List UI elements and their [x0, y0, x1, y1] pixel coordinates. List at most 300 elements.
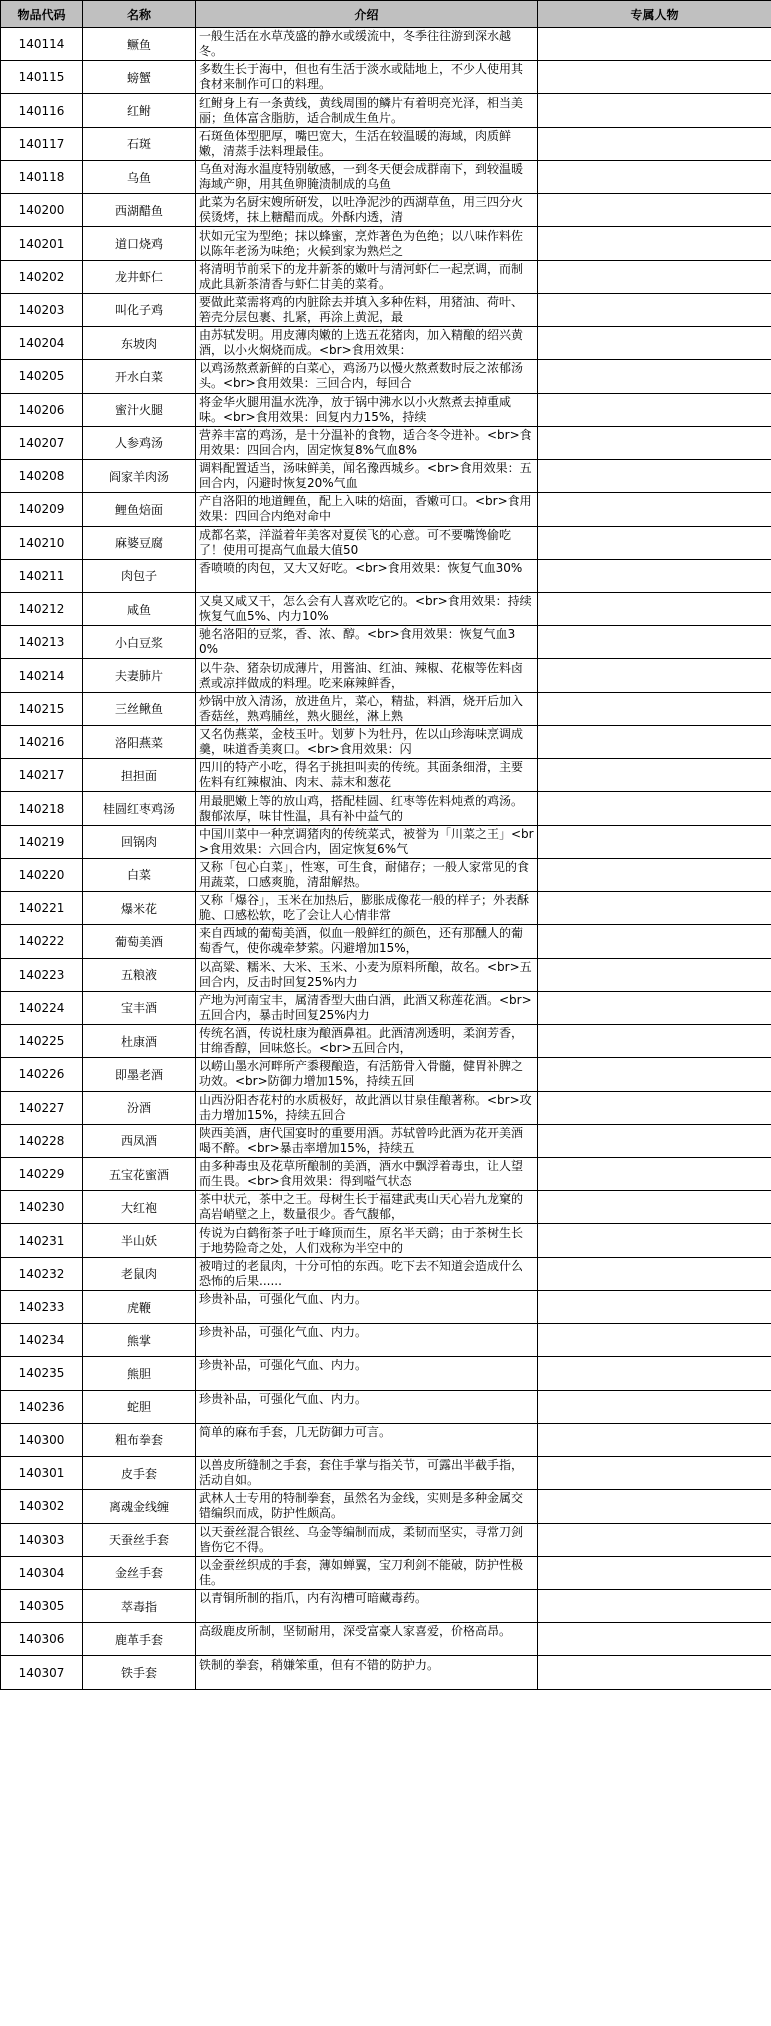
item-name-cell: 螃蟹	[83, 61, 196, 94]
item-description-text: 陕西美酒，唐代国宴时的重要用酒。苏轼曾吟此酒为花开美酒喝不醉。<br>暴击率增加15%，持续五	[199, 1125, 524, 1155]
item-owner-cell	[538, 1091, 771, 1124]
item-description-cell	[196, 1590, 538, 1623]
item-description-text: 被啃过的老鼠肉，十分可怕的东西。吃下去不知道会造成什么恐怖的后果......	[199, 1258, 524, 1288]
table-row	[1, 1224, 771, 1257]
item-owner-cell	[538, 260, 771, 293]
item-owner-cell	[538, 692, 771, 725]
item-description-cell	[196, 759, 538, 792]
table-row	[1, 1423, 771, 1456]
item-code-cell: 140116	[1, 94, 83, 127]
item-description-cell	[196, 858, 538, 891]
item-code-cell: 140223	[1, 958, 83, 991]
item-name-cell: 乌鱼	[83, 160, 196, 193]
item-owner-cell	[538, 958, 771, 991]
item-owner-cell	[538, 493, 771, 526]
table-row	[1, 493, 771, 526]
table-header-row	[1, 1, 771, 28]
item-description-cell	[196, 1556, 538, 1589]
table-row	[1, 1157, 771, 1190]
item-name-cell: 小白豆浆	[83, 626, 196, 659]
item-owner-cell	[538, 1257, 771, 1290]
item-name-cell: 人参鸡汤	[83, 426, 196, 459]
item-code-cell: 140118	[1, 160, 83, 193]
item-description-text: 来自西域的葡萄美酒，似血一般鲜红的颜色，还有那醺人的葡萄香气，使你魂牵梦萦。闪避增加15%，	[199, 926, 524, 956]
item-owner-cell	[538, 1025, 771, 1058]
item-description-cell	[196, 194, 538, 227]
item-code-cell: 140200	[1, 194, 83, 227]
item-name-cell: 葡萄美酒	[83, 925, 196, 958]
item-code-cell: 140228	[1, 1124, 83, 1157]
item-description-cell	[196, 493, 538, 526]
item-description-cell	[196, 1623, 538, 1656]
item-name-cell: 鹿革手套	[83, 1623, 196, 1656]
item-code-cell: 140302	[1, 1490, 83, 1523]
item-description-cell	[196, 94, 538, 127]
item-description-text: 香喷喷的肉包，又大又好吃。<br>食用效果：恢复气血30%	[199, 560, 523, 575]
item-owner-cell	[538, 892, 771, 925]
item-name-cell: 白菜	[83, 858, 196, 891]
item-name-cell: 天蚕丝手套	[83, 1523, 196, 1556]
item-description-cell	[196, 659, 538, 692]
item-description-text: 乌鱼对海水温度特别敏感，一到冬天便会成群南下，到较温暖海域产卵，用其鱼卵腌渍制成的乌鱼	[199, 162, 524, 192]
item-description-cell	[196, 991, 538, 1024]
item-description-text: 一般生活在水草茂盛的静水或缓流中，冬季往往游到深水越冬。	[199, 29, 512, 59]
item-code-cell: 140206	[1, 393, 83, 426]
item-description-text: 驰名洛阳的豆浆，香、浓、醇。<br>食用效果：恢复气血30%	[199, 627, 516, 657]
table-row	[1, 1590, 771, 1623]
table-row	[1, 958, 771, 991]
item-name-cell: 离魂金线缠	[83, 1490, 196, 1523]
table-row	[1, 1457, 771, 1490]
item-name-cell: 鳜鱼	[83, 28, 196, 61]
item-name-cell: 阎家羊肉汤	[83, 460, 196, 493]
item-name-cell: 叫化子鸡	[83, 293, 196, 326]
item-owner-cell	[538, 1623, 771, 1656]
item-owner-cell	[538, 1058, 771, 1091]
item-owner-cell	[538, 825, 771, 858]
item-name-cell: 红鲋	[83, 94, 196, 127]
item-code-cell: 140208	[1, 460, 83, 493]
item-description-text: 多数生长于海中，但也有生活于淡水或陆地上，不少人使用其食材来制作可口的料理。	[199, 62, 524, 92]
item-description-text: 又臭又咸又干，怎么会有人喜欢吃它的。<br>食用效果：持续恢复气血5%、内力10%	[199, 594, 532, 624]
item-code-cell: 140213	[1, 626, 83, 659]
item-name-cell: 回锅肉	[83, 825, 196, 858]
item-description-cell	[196, 260, 538, 293]
item-description-text: 中国川菜中一种烹调猪肉的传统菜式，被誉为「川菜之王」<br>食用效果：六回合内，固定恢复6%气	[199, 826, 534, 856]
item-description-cell	[196, 825, 538, 858]
item-name-cell: 道口烧鸡	[83, 227, 196, 260]
table-row	[1, 825, 771, 858]
item-name-cell: 鲤鱼焙面	[83, 493, 196, 526]
item-code-cell: 140301	[1, 1457, 83, 1490]
item-code-cell: 140217	[1, 759, 83, 792]
item-owner-cell	[538, 1523, 771, 1556]
item-name-cell: 肉包子	[83, 559, 196, 592]
item-owner-cell	[538, 526, 771, 559]
item-owner-cell	[538, 28, 771, 61]
item-code-cell: 140235	[1, 1357, 83, 1390]
table-row	[1, 1091, 771, 1124]
table-row	[1, 1390, 771, 1423]
item-description-text: 山西汾阳杏花村的水质极好，故此酒以甘泉佳酿著称。<br>攻击力增加15%，持续五回合	[199, 1092, 532, 1122]
item-description-text: 以牛杂、猪杂切成薄片，用酱油、红油、辣椒、花椒等佐料卤煮或凉拌做成的料理。吃来麻辣鲜香，	[199, 660, 524, 690]
item-owner-cell	[538, 1224, 771, 1257]
item-code-cell: 140204	[1, 327, 83, 360]
item-code-cell: 140304	[1, 1556, 83, 1589]
item-name-cell: 虎鞭	[83, 1290, 196, 1323]
table-row	[1, 792, 771, 825]
item-code-cell: 140226	[1, 1058, 83, 1091]
item-description-cell	[196, 1191, 538, 1224]
item-description-cell	[196, 1091, 538, 1124]
item-code-cell: 140220	[1, 858, 83, 891]
item-description-cell	[196, 1224, 538, 1257]
table-row	[1, 858, 771, 891]
table-row	[1, 1324, 771, 1357]
item-name-cell: 皮手套	[83, 1457, 196, 1490]
item-description-cell	[196, 1523, 538, 1556]
item-description-text: 武林人士专用的特制拳套，虽然名为金线，实则是多种金属交错编织而成，防护性颇高。	[199, 1491, 524, 1521]
item-description-text: 红鲋身上有一条黄线，黄线周围的鳞片有着明亮光泽，相当美丽；鱼体富含脂肪，适合制成生鱼片。	[199, 95, 524, 125]
item-owner-cell	[538, 1457, 771, 1490]
item-description-text: 以天蚕丝混合银丝、乌金等编制而成，柔韧而坚实，寻常刀剑皆伤它不得。	[199, 1524, 524, 1554]
table-row	[1, 393, 771, 426]
table-row	[1, 991, 771, 1024]
item-owner-cell	[538, 127, 771, 160]
item-code-cell: 140221	[1, 892, 83, 925]
table-row	[1, 1623, 771, 1656]
item-description-text: 调料配置适当，汤味鲜美，闻名豫西城乡。<br>食用效果：五回合内，闪避时恢复20%气血	[199, 461, 532, 491]
table-row	[1, 659, 771, 692]
header-code: 物品代码	[1, 1, 83, 28]
item-description-cell	[196, 1257, 538, 1290]
item-code-cell: 140227	[1, 1091, 83, 1124]
item-name-cell: 洛阳燕菜	[83, 725, 196, 758]
item-description-cell	[196, 1290, 538, 1323]
item-description-text: 又名伪燕菜，金枝玉叶。划萝卜为牡丹，佐以山珍海味烹调成羹，味道香美爽口。<br>食用效果：闪	[199, 727, 524, 757]
table-row	[1, 1191, 771, 1224]
item-name-cell: 五粮液	[83, 958, 196, 991]
item-owner-cell	[538, 1124, 771, 1157]
item-description-text: 由多种毒虫及花草所酿制的美酒，酒水中飘浮着毒虫，让人望而生畏。<br>食用效果：得到嗌气状态	[199, 1159, 524, 1189]
item-description-cell	[196, 1490, 538, 1523]
item-owner-cell	[538, 592, 771, 625]
item-owner-cell	[538, 94, 771, 127]
item-description-cell	[196, 293, 538, 326]
header-desc: 介绍	[196, 1, 538, 28]
table-row	[1, 1556, 771, 1589]
item-name-cell: 麻婆豆腐	[83, 526, 196, 559]
item-description-cell	[196, 28, 538, 61]
item-name-cell: 汾酒	[83, 1091, 196, 1124]
item-code-cell: 140224	[1, 991, 83, 1024]
item-name-cell: 铁手套	[83, 1656, 196, 1689]
item-description-text: 成都名菜，洋溢着年美客对夏侯飞的心意。可不要嘴馋偷吃了！使用可提高气血最大值50	[199, 527, 512, 557]
item-description-text: 产地为河南宝丰，属清香型大曲白酒，此酒又称莲花酒。<br>五回合内，暴击时回复25%内力	[199, 992, 532, 1022]
item-description-cell	[196, 1124, 538, 1157]
item-owner-cell	[538, 559, 771, 592]
table-row	[1, 892, 771, 925]
item-description-text: 茶中状元，茶中之王。母树生长于福建武夷山天心岩九龙窠的高岩峭壁之上，数量很少。香气馥郁，	[199, 1192, 524, 1222]
item-owner-cell	[538, 327, 771, 360]
item-name-cell: 龙井虾仁	[83, 260, 196, 293]
item-name-cell: 老鼠肉	[83, 1257, 196, 1290]
item-name-cell: 爆米花	[83, 892, 196, 925]
item-code-cell: 140233	[1, 1290, 83, 1323]
item-owner-cell	[538, 360, 771, 393]
item-code-cell: 140300	[1, 1423, 83, 1456]
item-code-cell: 140305	[1, 1590, 83, 1623]
item-code-cell: 140303	[1, 1523, 83, 1556]
table-row	[1, 626, 771, 659]
item-code-cell: 140203	[1, 293, 83, 326]
item-description-cell	[196, 526, 538, 559]
item-code-cell: 140231	[1, 1224, 83, 1257]
item-description-cell	[196, 327, 538, 360]
table-row	[1, 127, 771, 160]
item-owner-cell	[538, 61, 771, 94]
table-row	[1, 692, 771, 725]
table-row	[1, 1290, 771, 1323]
item-owner-cell	[538, 1423, 771, 1456]
item-description-cell	[196, 1324, 538, 1357]
item-owner-cell	[538, 626, 771, 659]
item-code-cell: 140236	[1, 1390, 83, 1423]
item-description-text: 以青铜所制的指爪，内有沟槽可暗藏毒药。	[199, 1591, 428, 1606]
item-owner-cell	[538, 160, 771, 193]
item-name-cell: 萃毒指	[83, 1590, 196, 1623]
item-name-cell: 夫妻肺片	[83, 659, 196, 692]
item-description-cell	[196, 393, 538, 426]
item-owner-cell	[538, 659, 771, 692]
item-description-cell	[196, 1058, 538, 1091]
item-code-cell: 140117	[1, 127, 83, 160]
item-description-text: 将清明节前采下的龙井新茶的嫩叶与清河虾仁一起烹调，而制成此具新茶清香与虾仁甘美的菜肴。	[199, 261, 524, 291]
item-code-cell: 140225	[1, 1025, 83, 1058]
table-row	[1, 559, 771, 592]
item-name-cell: 五宝花蜜酒	[83, 1157, 196, 1190]
table-row	[1, 260, 771, 293]
item-description-text: 珍贵补品，可强化气血、内力。	[199, 1325, 368, 1340]
item-owner-cell	[538, 1590, 771, 1623]
item-description-cell	[196, 925, 538, 958]
item-description-cell	[196, 1025, 538, 1058]
table-row	[1, 1257, 771, 1290]
item-description-text: 传说为白鹤衔茶子吐于峰顶而生，原名半天鹞；由于茶树生长于地势险奇之处，人们戏称为半空中的	[199, 1225, 524, 1255]
item-description-text: 此菜为名厨宋嫂所研发，以吐净泥沙的西湖草鱼，用三四分火侯烫烤，抹上糖醋而成。外酥内透，清	[199, 195, 524, 225]
item-owner-cell	[538, 293, 771, 326]
item-description-text: 珍贵补品，可强化气血、内力。	[199, 1358, 368, 1373]
item-description-cell	[196, 958, 538, 991]
item-code-cell: 140219	[1, 825, 83, 858]
item-owner-cell	[538, 460, 771, 493]
table-row	[1, 1490, 771, 1523]
item-code-cell: 140218	[1, 792, 83, 825]
item-code-cell: 140207	[1, 426, 83, 459]
item-description-text: 要做此菜需将鸡的内脏除去并填入多种佐料，用猪油、荷叶、箬壳分层包裹、扎紧，再涂上黄泥，最	[199, 294, 524, 324]
item-description-text: 由苏轼发明。用皮薄肉嫩的上选五花猪肉，加入精酿的绍兴黄酒，以小火焖烧而成。<br>食用效果：	[199, 328, 524, 358]
item-owner-cell	[538, 858, 771, 891]
item-description-text: 铁制的拳套，稍嫌笨重，但有不错的防护力。	[199, 1657, 440, 1672]
item-description-text: 以崂山墨水河畔所产黍稷酿造，有活筋骨入骨髓，健胃补脾之功效。<br>防御力增加15%，持续五回	[199, 1059, 524, 1089]
item-code-cell: 140229	[1, 1157, 83, 1190]
item-description-cell	[196, 725, 538, 758]
item-description-cell	[196, 160, 538, 193]
item-description-cell	[196, 892, 538, 925]
item-code-cell: 140230	[1, 1191, 83, 1224]
item-code-cell: 140216	[1, 725, 83, 758]
item-code-cell: 140215	[1, 692, 83, 725]
item-description-text: 简单的麻布手套，几无防御力可言。	[199, 1424, 392, 1439]
item-code-cell: 140114	[1, 28, 83, 61]
item-owner-cell	[538, 725, 771, 758]
item-description-cell	[196, 127, 538, 160]
item-description-cell	[196, 61, 538, 94]
item-description-text: 营养丰富的鸡汤，是十分温补的食物，适合冬令进补。<br>食用效果：四回合内，固定恢复8%气血8%	[199, 427, 532, 457]
item-description-text: 炒锅中放入清汤，放进鱼片，菜心，精盐，料酒，烧开后加入香菇丝，熟鸡脯丝，熟火腿丝，淋上熟	[199, 693, 524, 723]
table-row	[1, 1523, 771, 1556]
table-row	[1, 227, 771, 260]
item-owner-cell	[538, 1656, 771, 1689]
item-name-cell: 三丝鳅鱼	[83, 692, 196, 725]
item-code-cell: 140211	[1, 559, 83, 592]
item-code-cell: 140202	[1, 260, 83, 293]
item-name-cell: 西凤酒	[83, 1124, 196, 1157]
table-row	[1, 1357, 771, 1390]
item-description-cell	[196, 1423, 538, 1456]
table-row	[1, 1656, 771, 1689]
item-code-cell: 140201	[1, 227, 83, 260]
item-description-cell	[196, 692, 538, 725]
item-description-cell	[196, 1457, 538, 1490]
item-code-cell: 140232	[1, 1257, 83, 1290]
item-description-cell	[196, 1390, 538, 1423]
item-owner-cell	[538, 227, 771, 260]
item-code-cell: 140307	[1, 1656, 83, 1689]
item-name-cell: 半山妖	[83, 1224, 196, 1257]
table-row	[1, 293, 771, 326]
item-description-cell	[196, 227, 538, 260]
item-name-cell: 石斑	[83, 127, 196, 160]
item-description-text: 将金华火腿用温水洗净，放于锅中沸水以小火熬煮去掉重咸味。<br>食用效果：回复内力15%，持续	[199, 394, 512, 424]
item-code-cell: 140306	[1, 1623, 83, 1656]
item-name-cell: 蛇胆	[83, 1390, 196, 1423]
item-code-cell: 140115	[1, 61, 83, 94]
item-name-cell: 宝丰酒	[83, 991, 196, 1024]
table-row	[1, 1124, 771, 1157]
header-owner: 专属人物	[538, 1, 771, 28]
table-row	[1, 925, 771, 958]
item-name-cell: 咸鱼	[83, 592, 196, 625]
item-description-text: 以高粱、糯米、大米、玉米、小麦为原料所酿，故名。<br>五回合内，反击时回复25%内力	[199, 959, 532, 989]
item-owner-cell	[538, 1357, 771, 1390]
item-description-cell	[196, 559, 538, 592]
item-description-text: 高级鹿皮所制，坚韧耐用，深受富豪人家喜爱，价格高昂。	[199, 1624, 512, 1639]
table-row	[1, 194, 771, 227]
item-description-cell	[196, 460, 538, 493]
item-name-cell: 熊胆	[83, 1357, 196, 1390]
item-owner-cell	[538, 1157, 771, 1190]
item-code-cell: 140205	[1, 360, 83, 393]
table-row	[1, 94, 771, 127]
item-name-cell: 开水白菜	[83, 360, 196, 393]
item-owner-cell	[538, 426, 771, 459]
table-row	[1, 1058, 771, 1091]
table-body	[1, 28, 771, 1690]
item-code-cell: 140212	[1, 592, 83, 625]
item-name-cell: 桂圆红枣鸡汤	[83, 792, 196, 825]
item-name-cell: 西湖醋鱼	[83, 194, 196, 227]
table-row	[1, 61, 771, 94]
item-description-text: 又称「爆谷」，玉米在加热后，膨胀成像花一般的样子；外表酥脆、口感松软，吃了会让人心情非常	[199, 893, 530, 923]
item-description-text: 珍贵补品，可强化气血、内力。	[199, 1292, 368, 1307]
item-name-cell: 蜜汁火腿	[83, 393, 196, 426]
item-name-cell: 金丝手套	[83, 1556, 196, 1589]
item-description-text: 以金蚕丝织成的手套，薄如蝉翼，宝刀利剑不能破，防护性极佳。	[199, 1557, 524, 1587]
item-owner-cell	[538, 925, 771, 958]
table-row	[1, 725, 771, 758]
item-description-text: 产自洛阳的地道鲤鱼，配上入味的焙面，香嫩可口。<br>食用效果：四回合内绝对命中	[199, 494, 532, 524]
item-description-cell	[196, 360, 538, 393]
item-name-cell: 担担面	[83, 759, 196, 792]
item-owner-cell	[538, 1290, 771, 1323]
item-description-text: 传统名酒，传说杜康为酿酒鼻祖。此酒清冽透明，柔润芳香，甘绵香醇，回味悠长。<br>五回合内，	[199, 1026, 524, 1056]
table-row	[1, 426, 771, 459]
table-row	[1, 28, 771, 61]
item-description-text: 状如元宝为型绝；抹以蜂蜜，烹炸著色为色绝；以八味作料佐以陈年老汤为味绝；火候到家为熟烂之	[199, 228, 524, 258]
item-description-text: 四川的特产小吃，得名于挑担叫卖的传统。其面条细滑，主要佐料有红辣椒油、肉末、蒜末和葱花	[199, 760, 524, 790]
item-description-text: 以兽皮所缝制之手套，套住手掌与指关节，可露出半截手指，活动自如。	[199, 1458, 524, 1488]
item-owner-cell	[538, 1490, 771, 1523]
item-description-text: 又称「包心白菜」，性寒，可生食，耐储存；一般人家常见的食用蔬菜，口感爽脆，清甜解热。	[199, 859, 530, 889]
item-owner-cell	[538, 991, 771, 1024]
item-code-cell: 140222	[1, 925, 83, 958]
item-name-cell: 东坡肉	[83, 327, 196, 360]
item-name-cell: 大红袍	[83, 1191, 196, 1224]
table-row	[1, 360, 771, 393]
item-description-text: 石斑鱼体型肥厚，嘴巴宽大，生活在较温暖的海域，肉质鲜嫩，清蒸手法料理最佳。	[199, 128, 512, 158]
table-row	[1, 1025, 771, 1058]
item-description-text: 用最肥嫩上等的放山鸡，搭配桂圆、红枣等佐料炖煮的鸡汤。馥郁浓厚，味甘性温，具有补中益气的	[199, 793, 524, 823]
item-name-cell: 粗布拳套	[83, 1423, 196, 1456]
item-description-cell	[196, 792, 538, 825]
table-row	[1, 592, 771, 625]
item-description-text: 以鸡汤熬煮新鲜的白菜心，鸡汤乃以慢火熬煮数时辰之浓郁汤头。<br>食用效果：三回合内，每回合	[199, 361, 524, 391]
item-owner-cell	[538, 759, 771, 792]
item-description-cell	[196, 1656, 538, 1689]
header-name: 名称	[83, 1, 196, 28]
table-row	[1, 759, 771, 792]
table-row	[1, 327, 771, 360]
item-code-cell: 140214	[1, 659, 83, 692]
item-owner-cell	[538, 393, 771, 426]
item-owner-cell	[538, 1324, 771, 1357]
item-code-cell: 140209	[1, 493, 83, 526]
item-description-cell	[196, 1157, 538, 1190]
item-name-cell: 熊掌	[83, 1324, 196, 1357]
item-description-cell	[196, 626, 538, 659]
table-row	[1, 526, 771, 559]
table-row	[1, 160, 771, 193]
item-owner-cell	[538, 194, 771, 227]
item-description-text: 珍贵补品，可强化气血、内力。	[199, 1391, 368, 1406]
item-code-cell: 140234	[1, 1324, 83, 1357]
item-owner-cell	[538, 1191, 771, 1224]
item-description-cell	[196, 592, 538, 625]
item-code-cell: 140210	[1, 526, 83, 559]
item-owner-cell	[538, 792, 771, 825]
table-row	[1, 460, 771, 493]
